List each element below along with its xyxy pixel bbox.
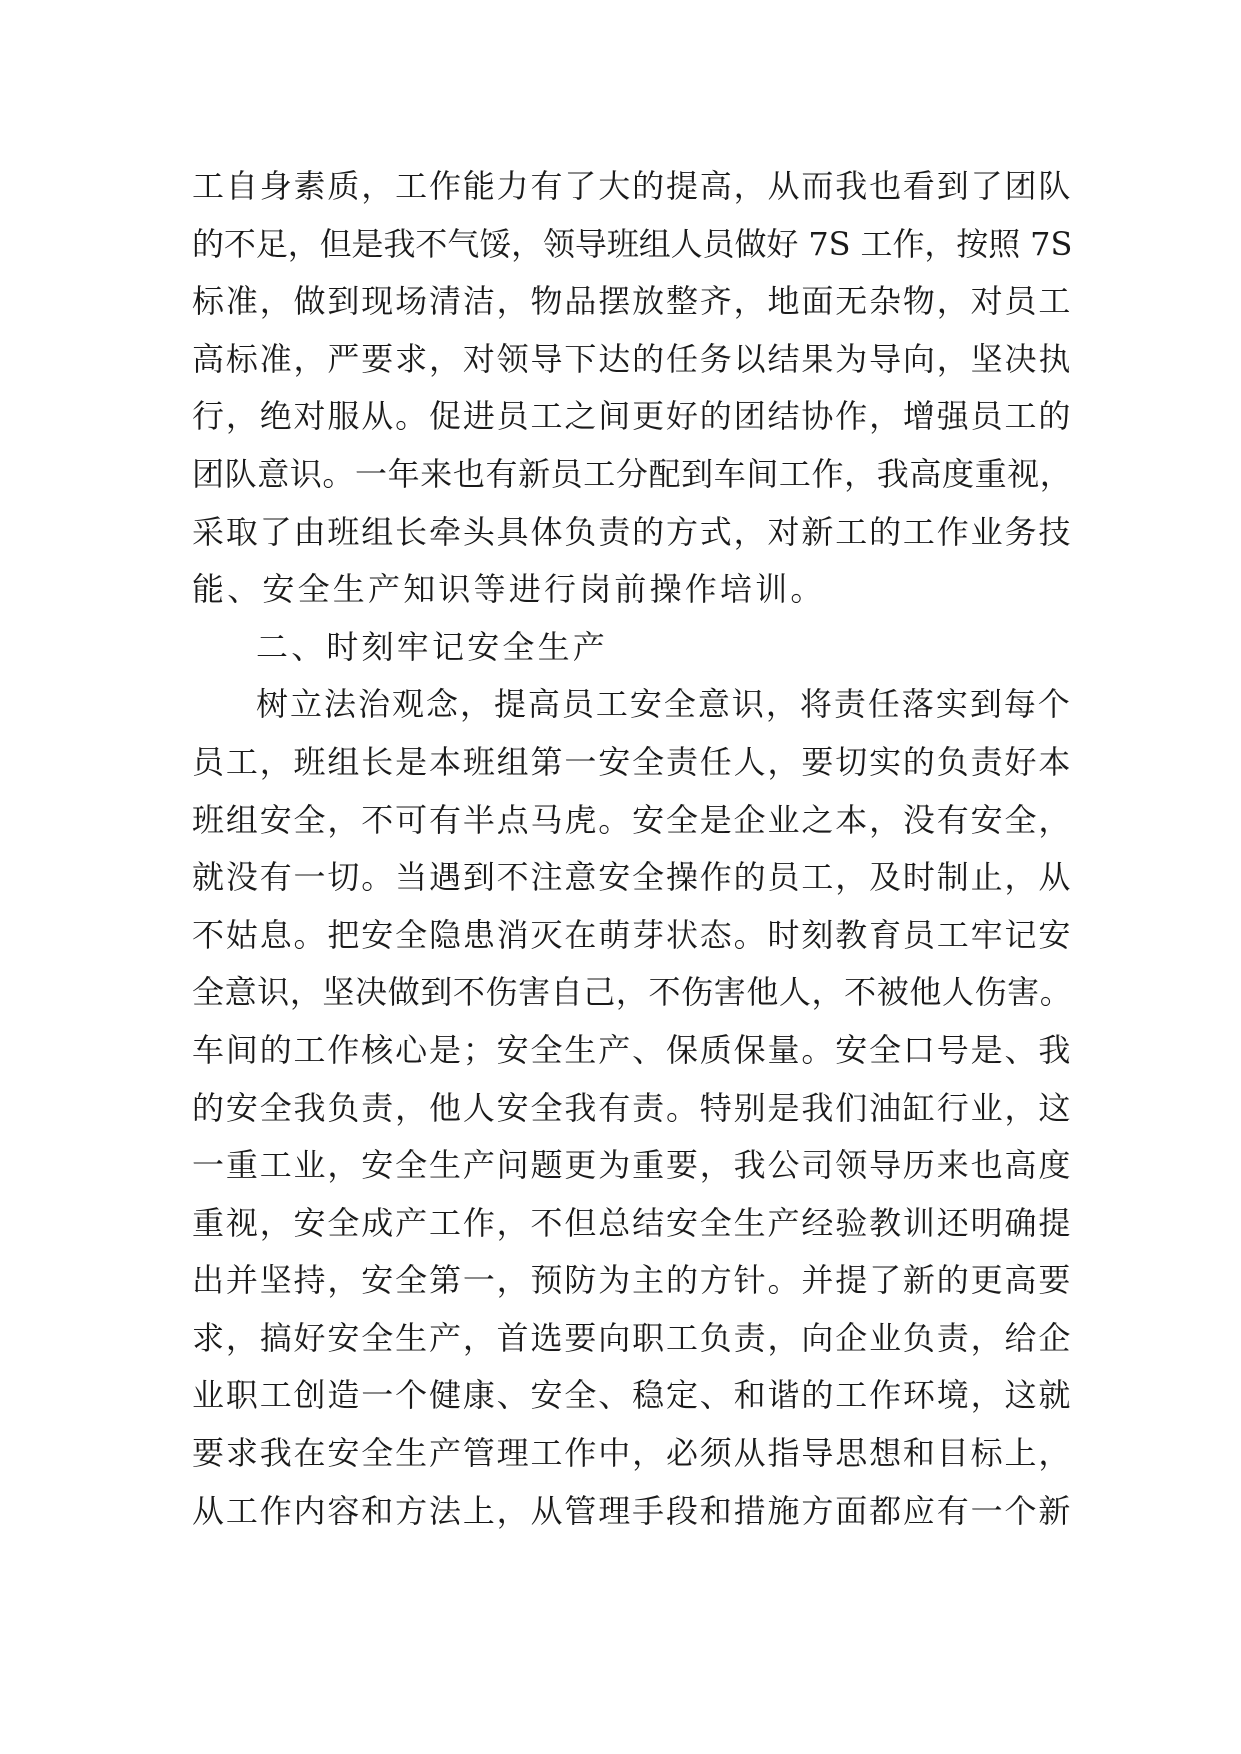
text-line: 全意识，坚决做到不伤害自己，不伤害他人，不被他人伤害。 <box>192 973 1073 1012</box>
text-line: 不姑息。把安全隐患消灭在萌芽状态。时刻教育员工牢记安 <box>192 915 1073 954</box>
text-line: 行，绝对服从。促进员工之间更好的团结协作，增强员工的 <box>192 397 1073 436</box>
text-line: 一重工业，安全生产问题更为重要，我公司领导历来也高度 <box>192 1146 1073 1185</box>
text-line: 重视，安全成产工作，不但总结安全生产经验教训还明确提 <box>192 1203 1073 1242</box>
text-line: 高标准，严要求，对领导下达的任务以结果为导向，坚决执 <box>192 339 1073 378</box>
text-line: 工自身素质，工作能力有了大的提高，从而我也看到了团队 <box>192 167 1073 205</box>
text-line: 从工作内容和方法上，从管理手段和措施方面都应有一个新 <box>192 1491 1073 1530</box>
text-line: 业职工创造一个健康、安全、稳定、和谐的工作环境，这就 <box>192 1376 1073 1415</box>
text-line: 就没有一切。当遇到不注意安全操作的员工，及时制止，从 <box>192 858 1073 897</box>
text-line: 团队意识。一年来也有新员工分配到车间工作，我高度重视， <box>192 454 1073 493</box>
text-line: 员工，班组长是本班组第一安全责任人，要切实的负责好本 <box>192 742 1073 781</box>
text-line: 出并坚持，安全第一，预防为主的方针。并提了新的更高要 <box>192 1261 1073 1300</box>
document-body <box>192 158 1072 1540</box>
text-line: 车间的工作核心是；安全生产、保质保量。安全口号是、我 <box>192 1030 1073 1069</box>
text-line: 能、安全生产知识等进行岗前操作培训。 <box>192 570 826 609</box>
paragraph-first-line: 二、时刻牢记安全生产 <box>256 627 609 666</box>
text-line: 标准，做到现场清洁，物品摆放整齐，地面无杂物，对员工 <box>192 282 1073 321</box>
text-line: 班组安全，不可有半点马虎。安全是企业之本，没有安全， <box>192 800 1073 839</box>
text-line: 要求我在安全生产管理工作中，必须从指导思想和目标上， <box>192 1434 1073 1473</box>
text-line: 的不足，但是我不气馁，领导班组人员做好 7S 工作，按照 7S <box>192 224 1073 263</box>
text-line: 的安全我负责，他人安全我有责。特别是我们油缸行业，这 <box>192 1088 1073 1127</box>
paragraph-first-line: 树立法治观念，提高员工安全意识，将责任落实到每个 <box>256 685 1072 724</box>
text-line: 采取了由班组长牵头具体负责的方式，对新工的工作业务技 <box>192 512 1073 551</box>
text-line: 求，搞好安全生产，首选要向职工负责，向企业负责，给企 <box>192 1318 1073 1357</box>
